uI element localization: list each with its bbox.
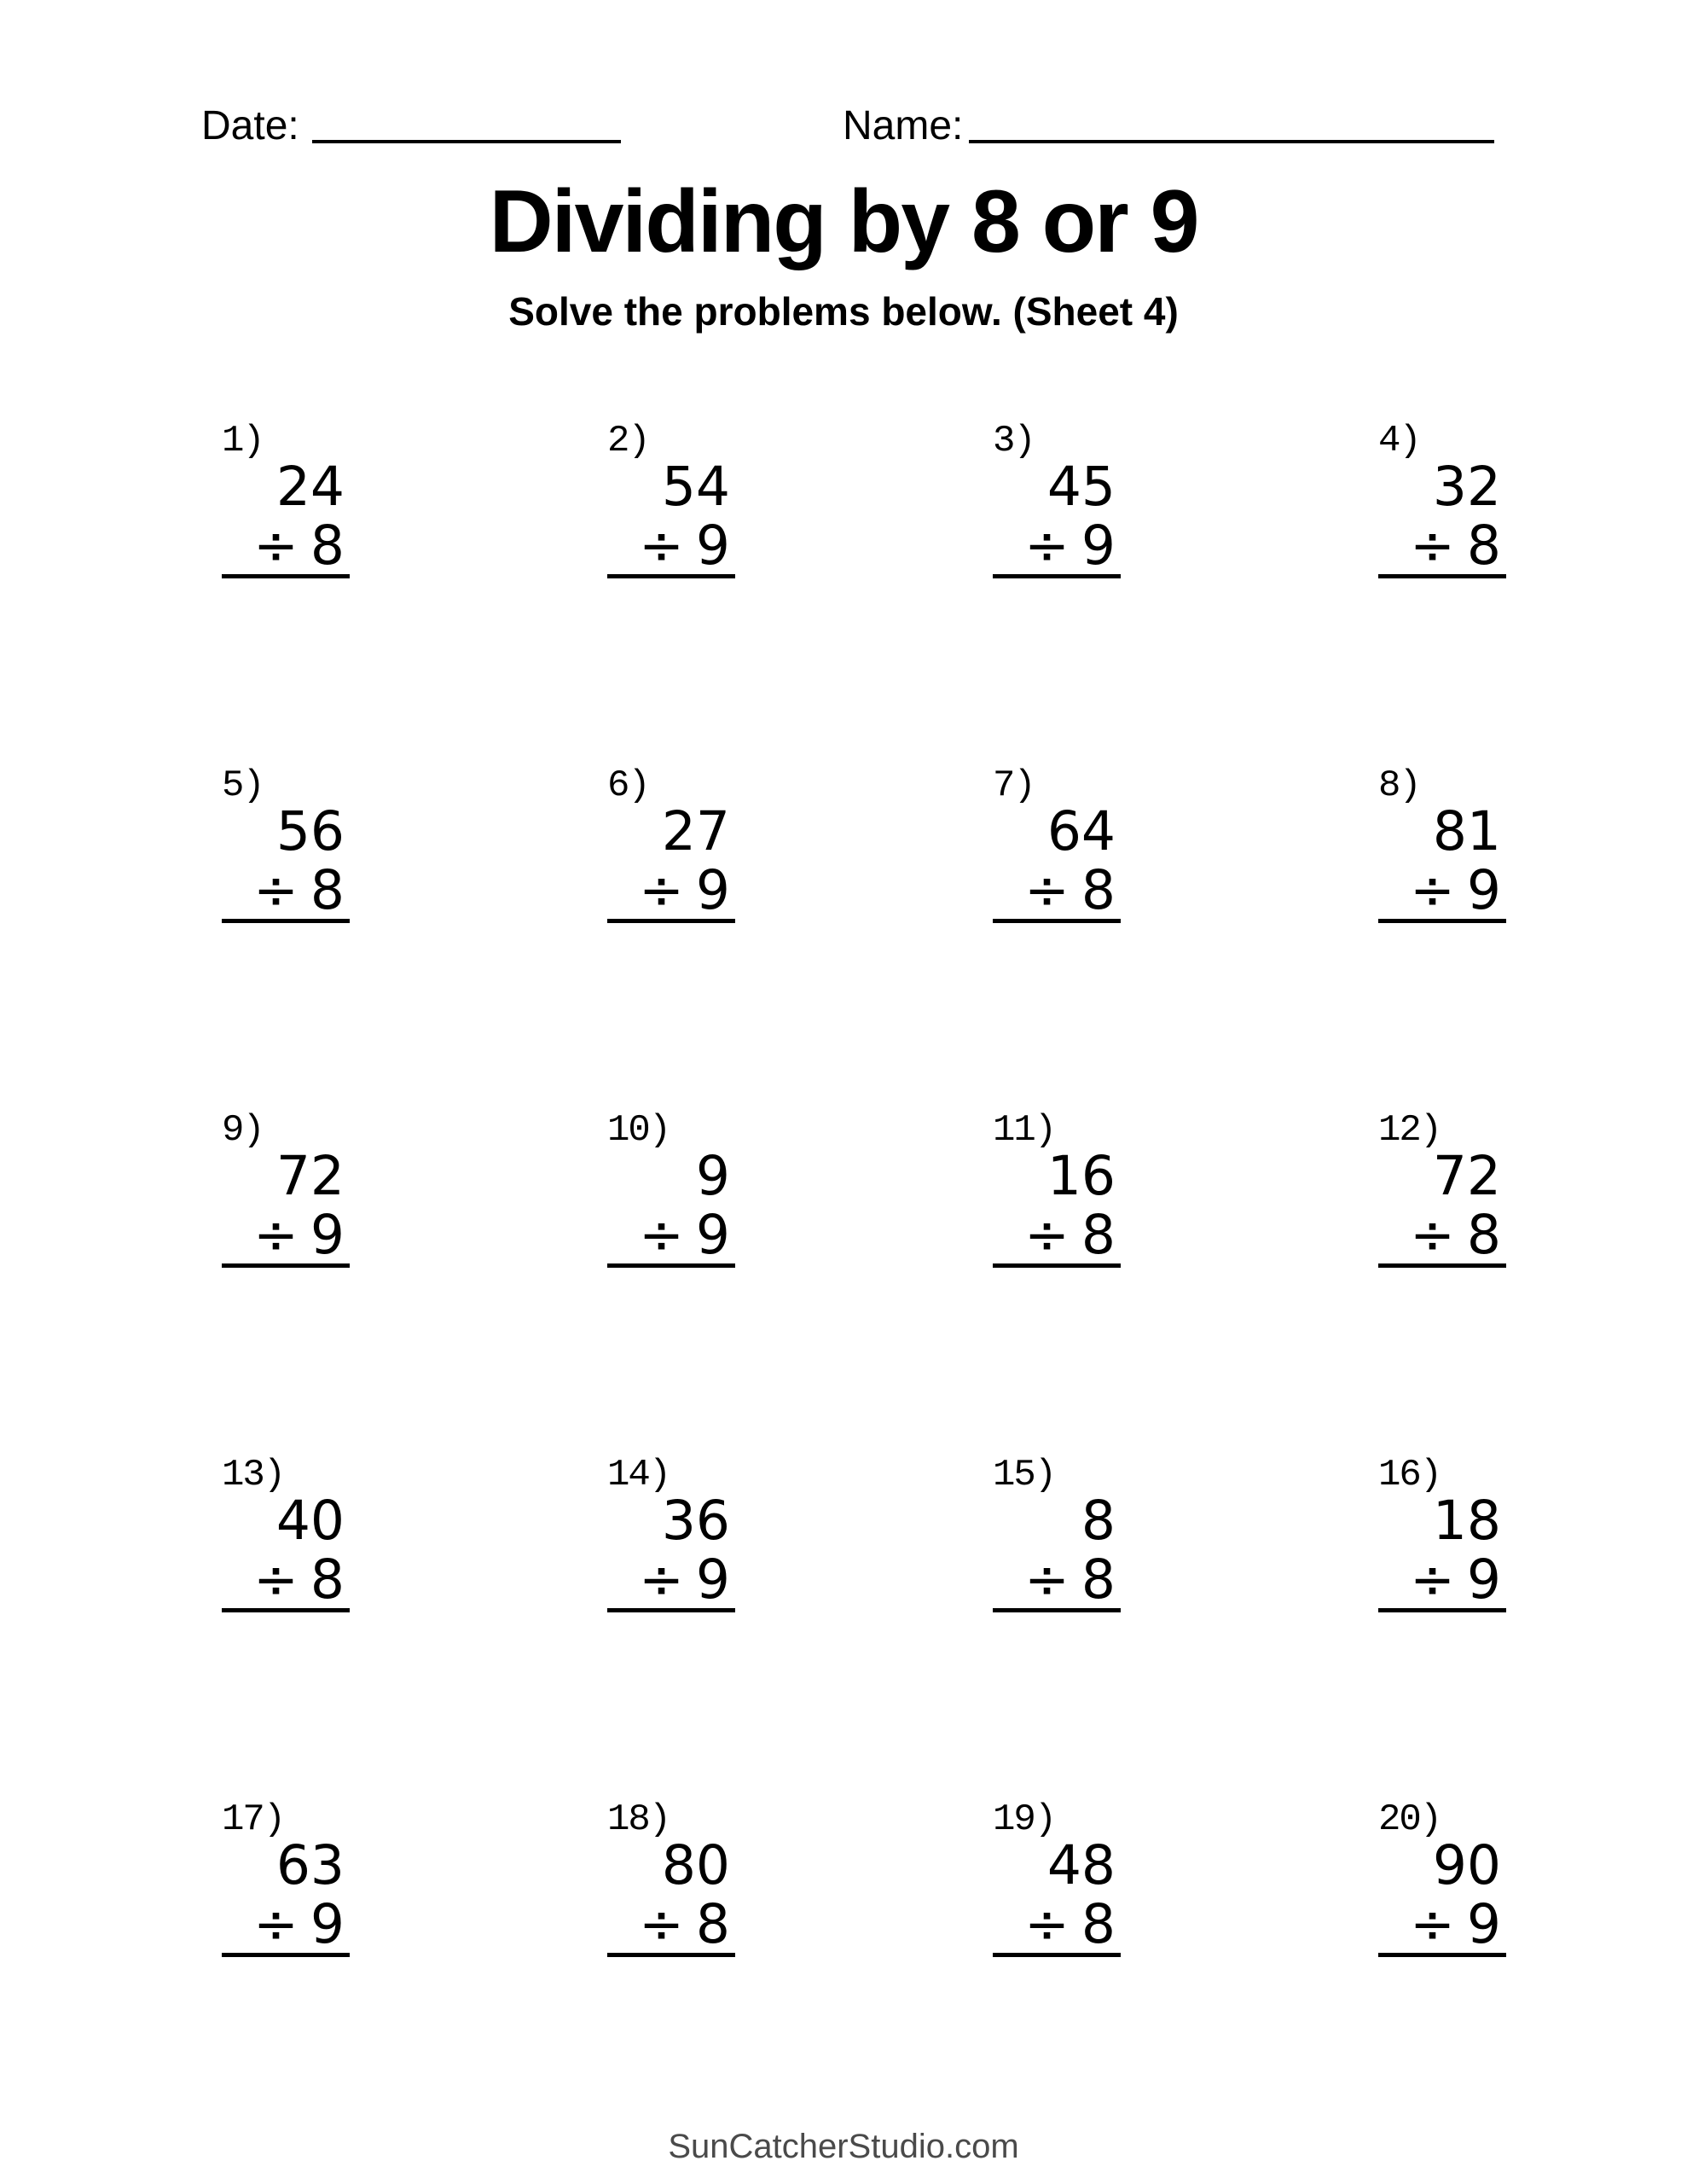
divide-sign: ÷ [1410, 859, 1455, 921]
divide-sign: ÷ [253, 1893, 299, 1955]
problem-number-label: 6) [607, 764, 649, 807]
problem-1 [222, 422, 350, 578]
answer-line [1378, 1953, 1506, 1957]
divisor-value: 9 [1081, 514, 1116, 577]
problem-number-label: 17) [222, 1798, 285, 1841]
answer-line [607, 919, 735, 923]
divisor-value: 8 [310, 1548, 345, 1611]
problem-13 [222, 1456, 350, 1612]
problem-2 [607, 422, 735, 578]
divide-sign: ÷ [1024, 859, 1070, 921]
problem-number-label: 20) [1378, 1798, 1441, 1841]
problem-16 [1378, 1456, 1506, 1612]
problem-20 [1378, 1798, 1506, 1957]
divisor-row [639, 514, 730, 577]
problem-5 [222, 764, 350, 923]
problem-7 [993, 764, 1121, 923]
divide-sign: ÷ [1024, 1893, 1070, 1955]
problem-number-label: 14) [607, 1454, 670, 1496]
divisor-value: 8 [1466, 514, 1501, 577]
divisor-value: 8 [1466, 1204, 1501, 1266]
divide-sign: ÷ [1024, 1204, 1070, 1266]
problem-number-label: 7) [993, 764, 1035, 807]
answer-line [993, 1263, 1121, 1268]
dividend-value: 63 [275, 1834, 345, 1896]
divisor-value: 9 [695, 1204, 730, 1266]
divisor-value: 8 [695, 1893, 730, 1955]
divisor-row [1410, 514, 1501, 577]
problem-19 [993, 1798, 1121, 1957]
problem-number-label: 13) [222, 1454, 285, 1496]
problem-6 [607, 764, 735, 923]
divisor-value: 8 [310, 514, 345, 577]
divisor-row [1410, 1893, 1501, 1955]
problem-17 [222, 1798, 350, 1957]
divide-sign: ÷ [253, 1204, 299, 1266]
divisor-value: 8 [1081, 1204, 1116, 1266]
problem-10 [607, 1109, 735, 1268]
divide-sign: ÷ [639, 1204, 684, 1266]
answer-line [607, 1608, 735, 1612]
problem-14 [607, 1456, 735, 1612]
answer-line [1378, 574, 1506, 578]
date-label: Date: [201, 103, 299, 148]
answer-line [993, 574, 1121, 578]
divisor-row [253, 1893, 345, 1955]
divisor-row [1024, 1893, 1116, 1955]
divide-sign: ÷ [1410, 514, 1455, 577]
divisor-value: 9 [310, 1893, 345, 1955]
problem-3 [993, 422, 1121, 578]
dividend-value: 90 [1432, 1834, 1501, 1896]
dividend-value: 64 [1046, 800, 1116, 863]
divide-sign: ÷ [1024, 1548, 1070, 1611]
answer-line [1378, 1263, 1506, 1268]
name-fill-line [969, 140, 1494, 143]
problem-number-label: 12) [1378, 1109, 1441, 1152]
problem-number-label: 5) [222, 764, 264, 807]
answer-line [993, 919, 1121, 923]
divisor-value: 9 [695, 514, 730, 577]
problem-9 [222, 1109, 350, 1268]
problem-number-label: 2) [607, 420, 649, 462]
name-label: Name: [843, 103, 964, 148]
problem-number-label: 1) [222, 420, 264, 462]
divide-sign: ÷ [639, 1548, 684, 1611]
problem-11 [993, 1109, 1121, 1268]
problem-number-label: 19) [993, 1798, 1056, 1841]
divisor-value: 9 [1466, 1893, 1501, 1955]
answer-line [222, 1608, 350, 1612]
page-subtitle: Solve the problems below. (Sheet 4) [508, 289, 1179, 334]
dividend-value: 27 [661, 800, 730, 863]
answer-line [222, 1263, 350, 1268]
dividend-value: 48 [1046, 1834, 1116, 1896]
divisor-value: 9 [1466, 1548, 1501, 1611]
divisor-row [1024, 514, 1116, 577]
answer-line [1378, 1608, 1506, 1612]
dividend-value: 16 [1046, 1145, 1116, 1207]
date-fill-line [312, 140, 621, 143]
answer-line [993, 1608, 1121, 1612]
dividend-value: 56 [275, 800, 345, 863]
dividend-value: 9 [695, 1145, 730, 1207]
divisor-value: 8 [1081, 859, 1116, 921]
divide-sign: ÷ [639, 859, 684, 921]
divide-sign: ÷ [253, 859, 299, 921]
answer-line [993, 1953, 1121, 1957]
problem-number-label: 4) [1378, 420, 1420, 462]
problems-grid [222, 422, 1506, 2146]
problem-18 [607, 1798, 735, 1957]
problem-12 [1378, 1109, 1506, 1268]
divisor-value: 8 [310, 859, 345, 921]
problem-number-label: 11) [993, 1109, 1056, 1152]
answer-line [607, 1263, 735, 1268]
problem-number-label: 8) [1378, 764, 1420, 807]
divisor-row [1410, 1204, 1501, 1266]
divisor-row [639, 1548, 730, 1611]
divisor-value: 9 [695, 1548, 730, 1611]
divisor-value: 9 [310, 1204, 345, 1266]
divide-sign: ÷ [253, 1548, 299, 1611]
dividend-value: 32 [1432, 456, 1501, 518]
dividend-value: 24 [275, 456, 345, 518]
answer-line [222, 574, 350, 578]
answer-line [1378, 919, 1506, 923]
dividend-value: 72 [275, 1145, 345, 1207]
problem-number-label: 15) [993, 1454, 1056, 1496]
dividend-value: 8 [1081, 1490, 1116, 1552]
divisor-value: 8 [1081, 1893, 1116, 1955]
dividend-value: 18 [1432, 1490, 1501, 1552]
divisor-row [639, 1893, 730, 1955]
answer-line [222, 919, 350, 923]
divisor-row [253, 1204, 345, 1266]
divisor-row [639, 1204, 730, 1266]
dividend-value: 54 [661, 456, 730, 518]
problem-15 [993, 1456, 1121, 1612]
divide-sign: ÷ [1410, 1548, 1455, 1611]
footer-site-text: SunCatcherStudio.com [668, 2128, 1019, 2165]
problem-8 [1378, 764, 1506, 923]
divisor-row [639, 859, 730, 921]
divisor-row [253, 1548, 345, 1611]
divide-sign: ÷ [639, 514, 684, 577]
answer-line [607, 574, 735, 578]
divide-sign: ÷ [1410, 1893, 1455, 1955]
problem-number-label: 18) [607, 1798, 670, 1841]
problem-4 [1378, 422, 1506, 578]
dividend-value: 81 [1432, 800, 1501, 863]
divisor-row [253, 859, 345, 921]
divisor-row [253, 514, 345, 577]
answer-line [607, 1953, 735, 1957]
problem-number-label: 10) [607, 1109, 670, 1152]
page-title: Dividing by 8 or 9 [489, 172, 1198, 271]
answer-line [222, 1953, 350, 1957]
problem-number-label: 3) [993, 420, 1035, 462]
dividend-value: 36 [661, 1490, 730, 1552]
divisor-row [1024, 859, 1116, 921]
divide-sign: ÷ [253, 514, 299, 577]
divisor-value: 9 [1466, 859, 1501, 921]
divide-sign: ÷ [639, 1893, 684, 1955]
divisor-row [1024, 1548, 1116, 1611]
divisor-row [1410, 1548, 1501, 1611]
divisor-row [1024, 1204, 1116, 1266]
dividend-value: 80 [661, 1834, 730, 1896]
problem-number-label: 9) [222, 1109, 264, 1152]
divisor-value: 8 [1081, 1548, 1116, 1611]
dividend-value: 45 [1046, 456, 1116, 518]
divide-sign: ÷ [1024, 514, 1070, 577]
divisor-value: 9 [695, 859, 730, 921]
divisor-row [1410, 859, 1501, 921]
problem-number-label: 16) [1378, 1454, 1441, 1496]
dividend-value: 72 [1432, 1145, 1501, 1207]
divide-sign: ÷ [1410, 1204, 1455, 1266]
dividend-value: 40 [275, 1490, 345, 1552]
